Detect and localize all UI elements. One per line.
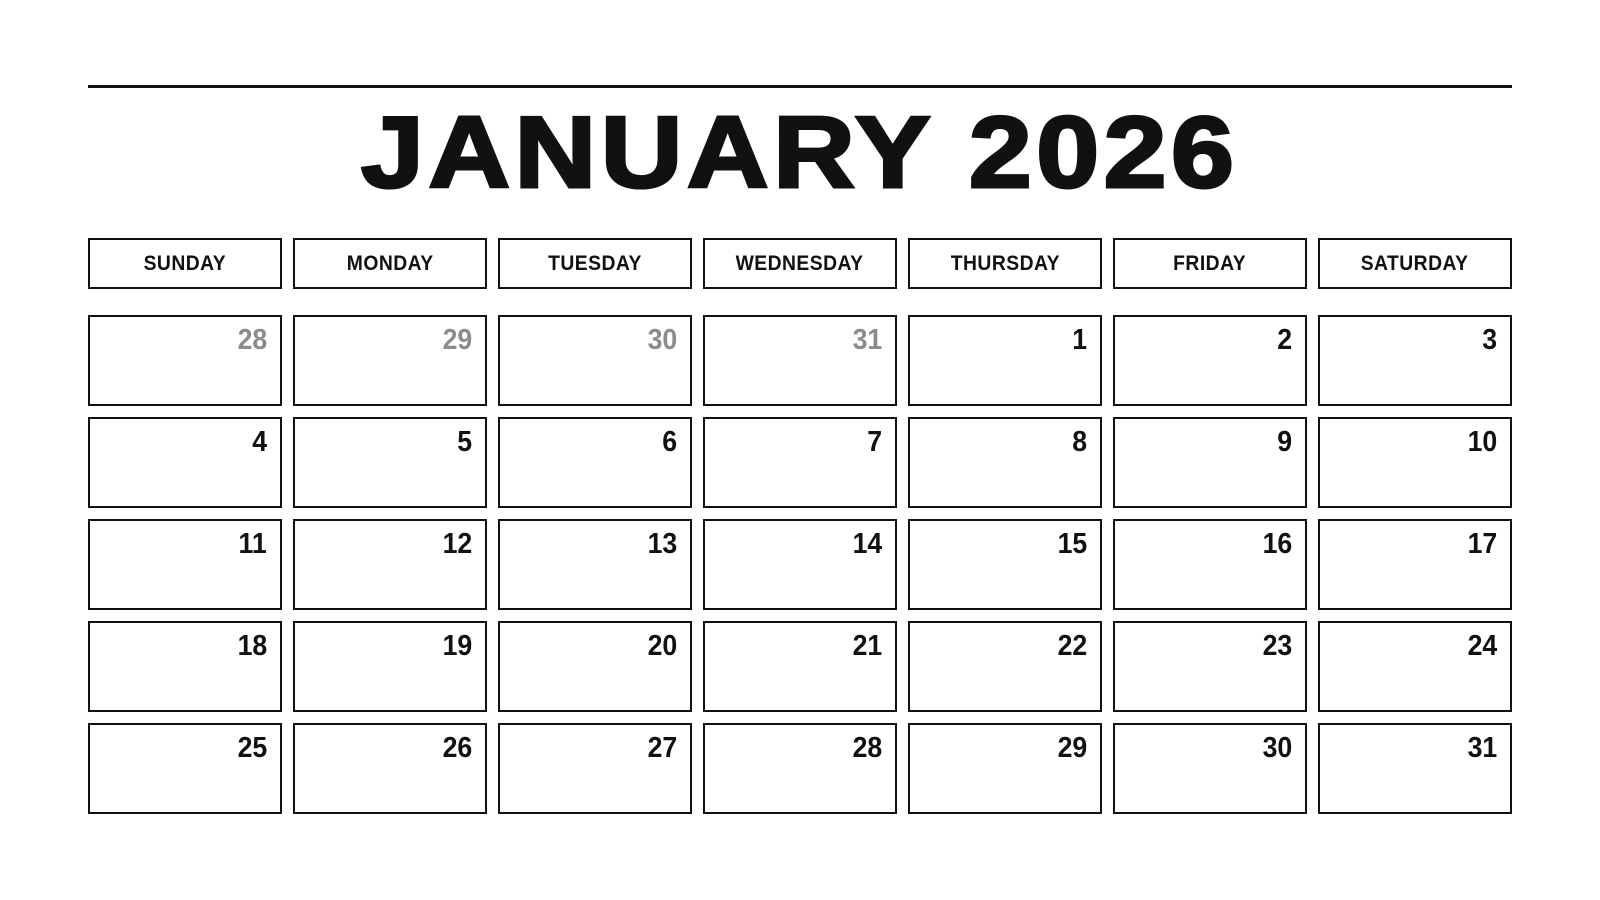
day-cell [1113, 519, 1307, 610]
day-cell [498, 519, 692, 610]
day-number: 10 [1467, 426, 1497, 458]
day-number: 14 [852, 528, 882, 560]
top-divider-line [88, 85, 1512, 88]
weekday-header [908, 238, 1102, 289]
calendar-grid [88, 238, 1512, 814]
day-cell [1318, 621, 1512, 712]
week-row [88, 723, 1512, 814]
day-number: 28 [852, 732, 882, 764]
day-number: 26 [442, 732, 472, 764]
day-cell [1318, 417, 1512, 508]
weekday-header [88, 238, 282, 289]
day-cell [703, 621, 897, 712]
day-number: 30 [647, 324, 677, 356]
day-number: 6 [662, 426, 677, 458]
week-row [88, 417, 1512, 508]
day-number: 20 [647, 630, 677, 662]
weeks-container [88, 315, 1512, 814]
weekday-header-label: TUESDAY [548, 251, 642, 275]
day-cell [703, 723, 897, 814]
day-cell [498, 723, 692, 814]
weekday-header [293, 238, 487, 289]
day-cell [908, 621, 1102, 712]
day-number: 17 [1467, 528, 1497, 560]
day-cell [703, 519, 897, 610]
day-number: 24 [1467, 630, 1497, 662]
weekday-header-label: SUNDAY [143, 251, 227, 275]
day-cell [703, 417, 897, 508]
month-year-title: JANUARY 2026 [361, 97, 1239, 209]
day-number: 2 [1277, 324, 1292, 356]
day-number: 12 [442, 528, 472, 560]
weekday-header-row [88, 238, 1512, 289]
day-cell [498, 417, 692, 508]
day-number: 31 [852, 324, 882, 356]
day-number: 27 [647, 732, 677, 764]
title-area [88, 97, 1512, 209]
day-cell [703, 315, 897, 406]
day-cell [1318, 723, 1512, 814]
day-cell [1113, 417, 1307, 508]
weekday-header-label: FRIDAY [1173, 251, 1247, 275]
day-cell [293, 315, 487, 406]
day-cell [293, 723, 487, 814]
day-cell [88, 621, 282, 712]
day-cell [88, 723, 282, 814]
week-row [88, 621, 1512, 712]
weekday-header-label: WEDNESDAY [736, 251, 864, 275]
day-cell [88, 315, 282, 406]
day-number: 28 [237, 324, 267, 356]
weekday-header-label: MONDAY [346, 251, 434, 275]
day-number: 16 [1262, 528, 1292, 560]
day-number: 1 [1072, 324, 1087, 356]
day-number: 29 [1057, 732, 1087, 764]
day-cell [498, 315, 692, 406]
day-cell [1318, 519, 1512, 610]
day-cell [293, 519, 487, 610]
day-number: 30 [1262, 732, 1292, 764]
day-cell [908, 723, 1102, 814]
day-number: 15 [1057, 528, 1087, 560]
day-cell [1113, 315, 1307, 406]
day-number: 31 [1467, 732, 1497, 764]
day-number: 19 [442, 630, 472, 662]
weekday-header-label: SATURDAY [1361, 251, 1469, 275]
day-number: 11 [238, 528, 267, 560]
day-number: 13 [647, 528, 677, 560]
weekday-header [1113, 238, 1307, 289]
day-cell [1318, 315, 1512, 406]
day-number: 7 [867, 426, 882, 458]
weekday-header [498, 238, 692, 289]
day-number: 21 [852, 630, 882, 662]
day-cell [293, 621, 487, 712]
day-number: 9 [1277, 426, 1292, 458]
day-cell [1113, 621, 1307, 712]
week-row [88, 519, 1512, 610]
weekday-header-label: THURSDAY [950, 251, 1060, 275]
day-cell [908, 519, 1102, 610]
day-number: 29 [442, 324, 472, 356]
day-cell [88, 519, 282, 610]
day-number: 8 [1072, 426, 1087, 458]
day-number: 25 [237, 732, 267, 764]
day-number: 5 [457, 426, 472, 458]
weekday-header [1318, 238, 1512, 289]
day-cell [293, 417, 487, 508]
day-number: 23 [1262, 630, 1292, 662]
day-number: 3 [1482, 324, 1497, 356]
day-cell [908, 417, 1102, 508]
day-cell [1113, 723, 1307, 814]
day-cell [498, 621, 692, 712]
day-number: 22 [1057, 630, 1087, 662]
weekday-header [703, 238, 897, 289]
week-row [88, 315, 1512, 406]
day-cell [88, 417, 282, 508]
day-number: 18 [237, 630, 267, 662]
day-number: 4 [252, 426, 267, 458]
day-cell [908, 315, 1102, 406]
